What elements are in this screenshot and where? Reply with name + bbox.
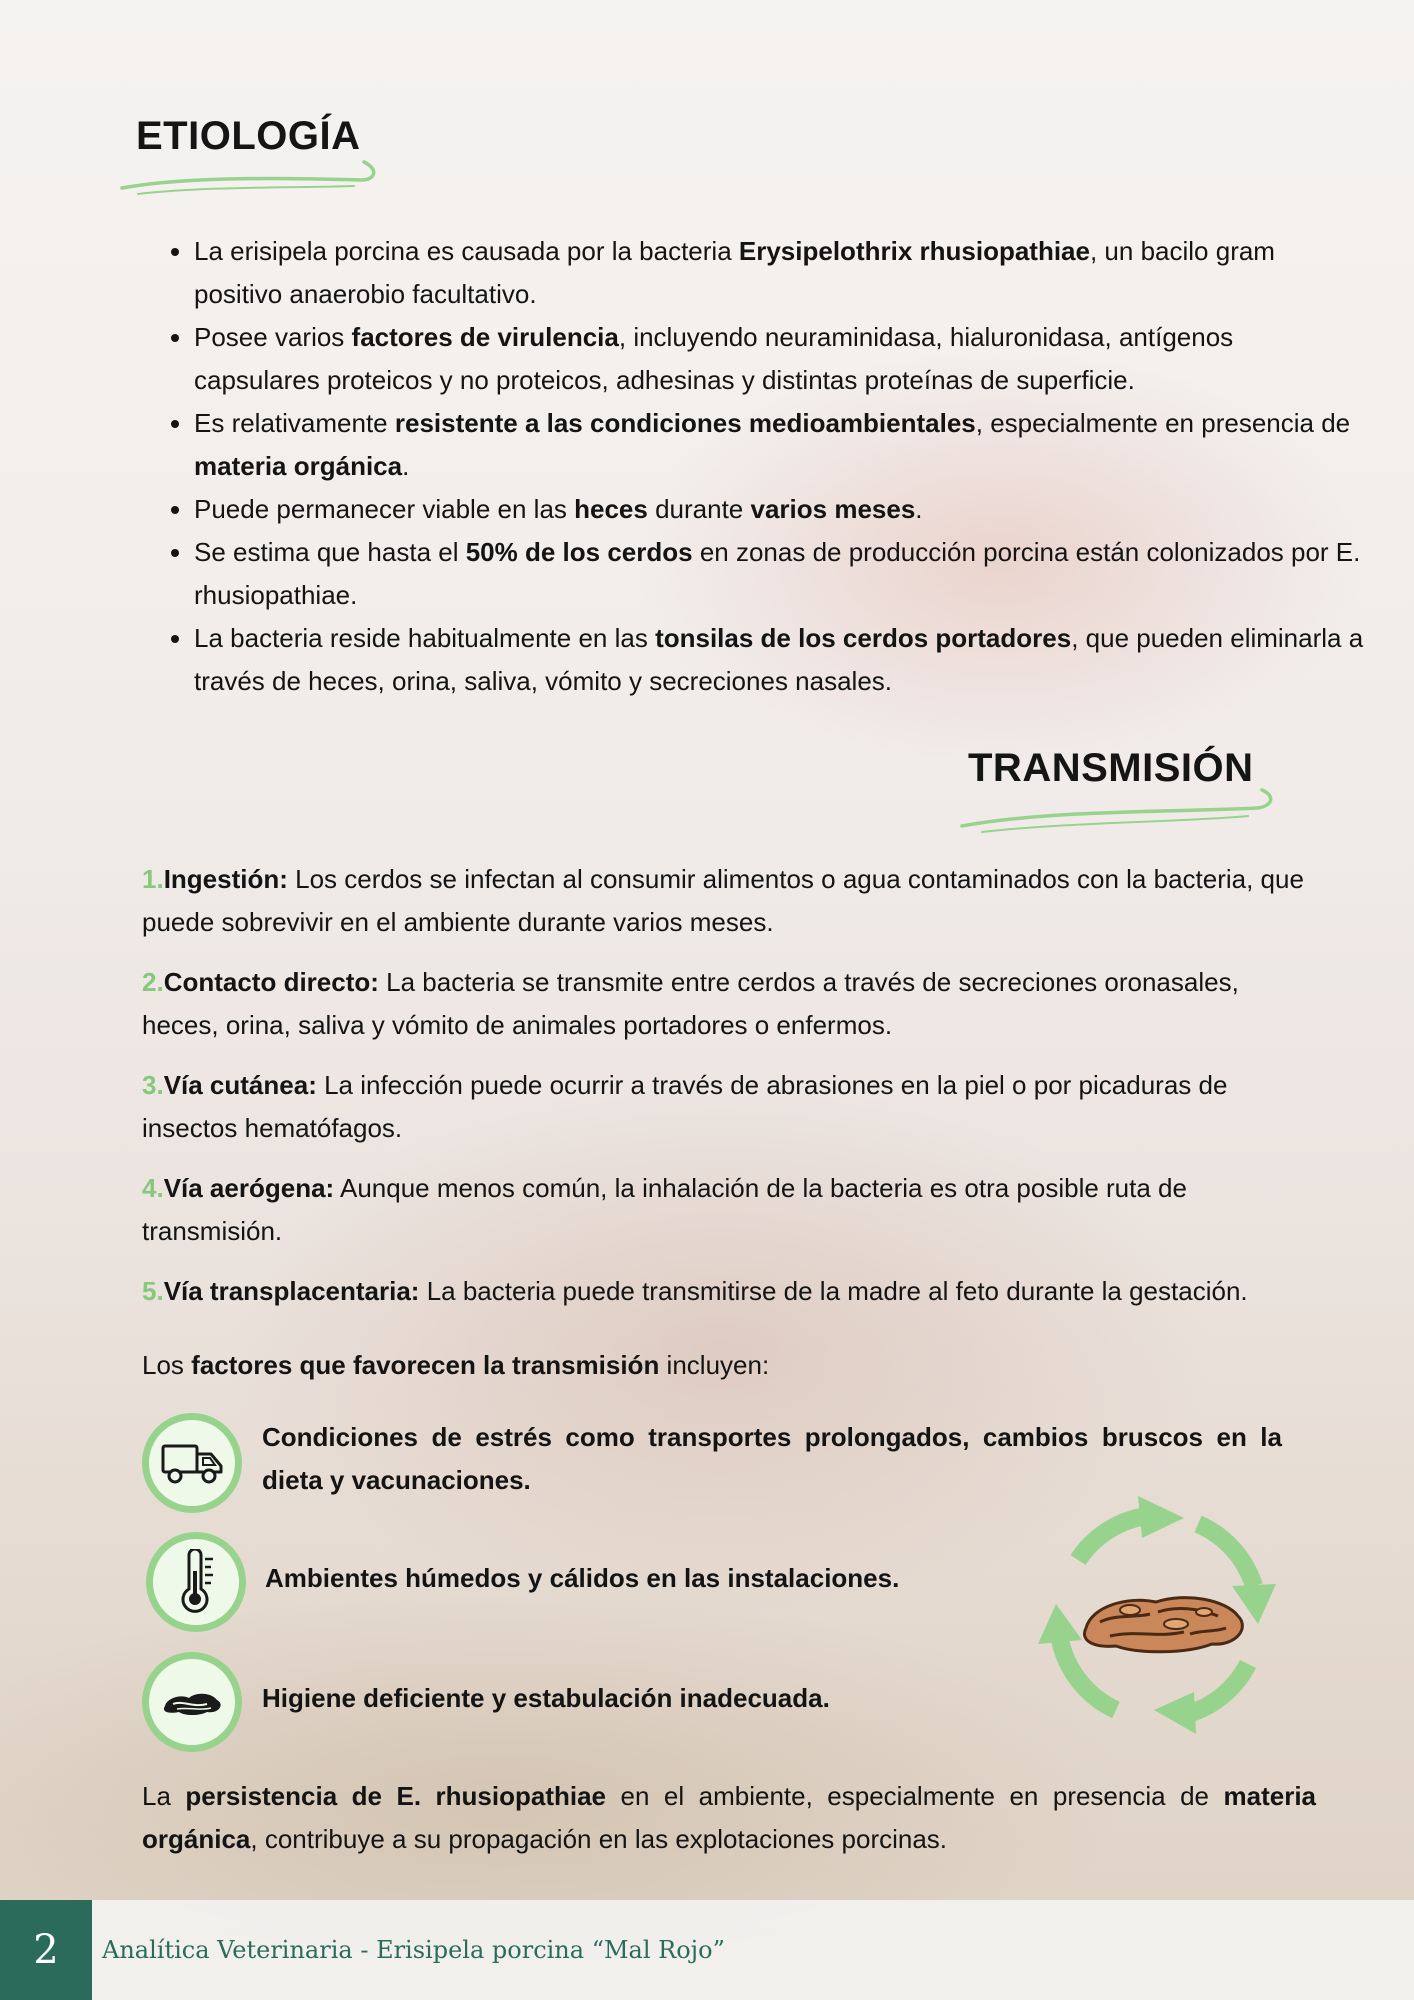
factors-intro: Los factores que favorecen la transmisión incluyen: xyxy=(142,1350,770,1380)
factor-text-stress: Condiciones de estrés como transportes prolongados, cambios bruscos en la dieta y vacunaciones. xyxy=(262,1422,1282,1495)
transmision-item: 5.Vía transplacentaria: La bacteria puede transmitirse de la madre al feto durante la gestación. xyxy=(142,1276,1248,1306)
etiologia-bullet: • Puede permanecer viable en las heces durante varios meses. xyxy=(194,488,1366,531)
factor-text-humidity: Ambientes húmedos y cálidos en las instalaciones. xyxy=(265,1563,900,1593)
page-footer xyxy=(0,1900,1414,2000)
truck-icon xyxy=(142,1413,242,1513)
transmision-heading: TRANSMISIÓN xyxy=(968,746,1254,790)
etiologia-bullet: • La bacteria reside habitualmente en las tonsilas de los cerdos portadores, que pueden eliminarla a través de heces, orina, saliva, vómito y secreciones nasales. xyxy=(194,617,1366,703)
page-number: 2 xyxy=(0,1900,92,2000)
manure-icon xyxy=(142,1652,242,1752)
transmision-item: 1.Ingestión: Los cerdos se infectan al consumir alimentos o agua contaminados con la bacteria, que puede sobrevivir en el ambiente durante varios meses. xyxy=(142,864,1304,937)
manure-cycle-illustration xyxy=(1026,1488,1296,1748)
etiologia-bullet: • La erisipela porcina es causada por la bacteria Erysipelothrix rhusiopathiae, un bacilo gram positivo anaerobio facultativo. xyxy=(194,230,1366,316)
etiologia-bullet: • Es relativamente resistente a las condiciones medioambientales, especialmente en presencia de materia orgánica. xyxy=(194,402,1366,488)
heading-underline-swoosh xyxy=(118,158,378,198)
thermometer-icon xyxy=(146,1532,246,1632)
transmision-item: 4.Vía aerógena: Aunque menos común, la inhalación de la bacteria es otra posible ruta de transmisión. xyxy=(142,1173,1187,1246)
closing-paragraph: La persistencia de E. rhusiopathiae en el ambiente, especialmente en presencia de materia orgánica, contribuye a su propagación en las explotaciones porcinas. xyxy=(142,1781,1316,1854)
etiologia-bullet-list xyxy=(150,230,1366,703)
transmision-list xyxy=(142,858,1322,1330)
etiologia-bullet: • Se estima que hasta el 50% de los cerdos en zonas de producción porcina están colonizados por E. rhusiopathiae. xyxy=(194,531,1366,617)
transmision-item: 3.Vía cutánea: La infección puede ocurrir a través de abrasiones en la piel o por picaduras de insectos hematófagos. xyxy=(142,1070,1228,1143)
transmision-item: 2.Contacto directo: La bacteria se transmite entre cerdos a través de secreciones oronasales, heces, orina, saliva y vómito de animales portadores o enfermos. xyxy=(142,967,1239,1040)
factor-text-hygiene: Higiene deficiente y estabulación inadecuada. xyxy=(262,1683,830,1713)
footer-title: Analítica Veterinaria - Erisipela porcina “Mal Rojo” xyxy=(102,1936,725,1964)
heading-underline-swoosh xyxy=(958,786,1278,836)
etiologia-heading: ETIOLOGÍA xyxy=(136,114,361,158)
etiologia-bullet: • Posee varios factores de virulencia, incluyendo neuraminidasa, hialuronidasa, antígenos capsulares proteicos y no proteicos, adhesinas y distintas proteínas de superficie. xyxy=(194,316,1366,402)
manure-pile-icon xyxy=(1084,1598,1242,1652)
